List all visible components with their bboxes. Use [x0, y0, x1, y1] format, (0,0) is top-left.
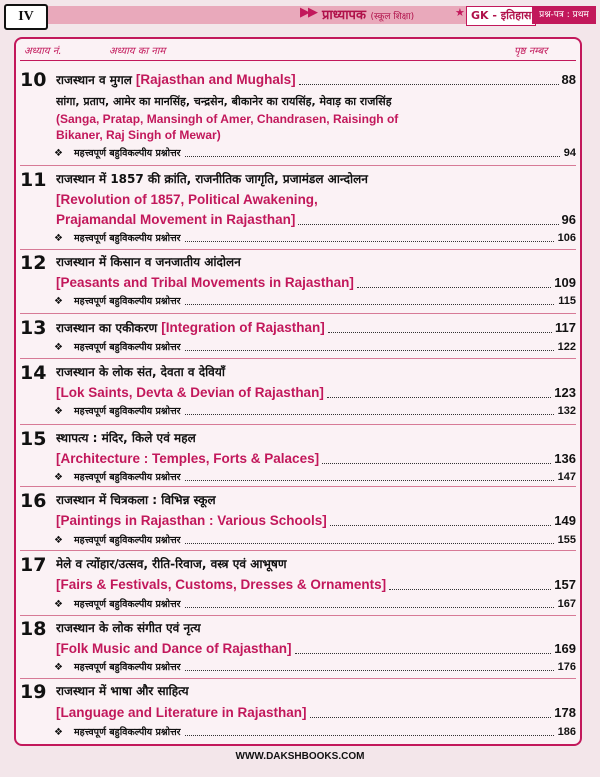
leader-dots [310, 717, 552, 718]
mcq-line[interactable] [54, 726, 576, 740]
diamond-icon: ❖ [54, 472, 63, 483]
mcq-page: 122 [557, 341, 576, 353]
chapter-title-line[interactable] [56, 449, 576, 469]
mcq-line[interactable] [54, 147, 576, 161]
page-header [0, 0, 600, 30]
chapter-title-line[interactable] [56, 70, 576, 90]
leader-dots [389, 589, 551, 590]
leader-dots [185, 414, 554, 415]
chapter-divider [20, 550, 576, 551]
mcq-label: महत्त्वपूर्ण बहुविकल्पीय प्रश्नोत्तर [74, 296, 181, 307]
chapter-subtopics-english-1: (Sanga, Pratap, Mansingh of Amer, Chandrasen, Raisingh of [56, 112, 399, 126]
leader-dots [185, 350, 554, 351]
chapter-title-english-1: [Revolution of 1857, Political Awakening, [56, 192, 318, 207]
leader-dots [357, 287, 551, 288]
column-headers [14, 41, 582, 59]
chapter-page: 96 [561, 212, 576, 227]
mcq-label: महत्त्वपूर्ण बहुविकल्पीय प्रश्नोत्तर [74, 233, 181, 244]
chapter-title-line[interactable] [56, 273, 576, 293]
star-icon: ★ [455, 6, 465, 19]
leader-dots [330, 525, 551, 526]
chapter-number: 18 [20, 618, 47, 640]
leader-dots [185, 480, 554, 481]
diamond-icon: ❖ [54, 599, 63, 610]
diamond-icon: ❖ [54, 233, 63, 244]
mcq-page: 176 [557, 661, 576, 673]
leader-dots [185, 241, 554, 242]
chapter-page: 169 [554, 641, 576, 656]
chapter-title-line[interactable] [56, 383, 576, 403]
chapter-title-hindi: राजस्थान में किसान व जनजातीय आंदोलन [56, 255, 241, 269]
mcq-line[interactable] [54, 295, 576, 309]
diamond-icon: ❖ [54, 662, 63, 673]
col-chapter-no: अध्याय नं. [24, 46, 62, 57]
mcq-line[interactable] [54, 341, 576, 355]
book-subtitle: (स्कूल शिक्षा) [370, 12, 415, 22]
chapter-title-line[interactable] [56, 575, 576, 595]
chapter-title-hindi: राजस्थान में 1857 की क्रांति, राजनीतिक जागृति, प्रजामंडल आन्दोलन [56, 172, 368, 186]
chapter-divider [20, 249, 576, 250]
mcq-label: महत्त्वपूर्ण बहुविकल्पीय प्रश्नोत्तर [74, 662, 181, 673]
leader-dots [299, 84, 559, 85]
chapter-title-hindi: राजस्थान के लोक संगीत एवं नृत्य [56, 621, 201, 635]
diamond-icon: ❖ [54, 406, 63, 417]
chapter-title-hindi: राजस्थान में भाषा और साहित्य [56, 684, 189, 698]
mcq-page: 94 [563, 147, 576, 159]
mcq-label: महत्त्वपूर्ण बहुविकल्पीय प्रश्नोत्तर [74, 406, 181, 417]
chapter-subtopics-hindi: सांगा, प्रताप, आमेर का मानसिंह, चन्द्रसेन, बीकानेर का रायसिंह, मेवाड़ का राजसिंह [56, 95, 392, 108]
mcq-line[interactable] [54, 471, 576, 485]
diamond-icon: ❖ [54, 342, 63, 353]
chapter-title-english: [Lok Saints, Devta & Devian of Rajasthan] [56, 385, 324, 400]
chapter-title-english: [Folk Music and Dance of Rajasthan] [56, 641, 292, 656]
mcq-line[interactable] [54, 661, 576, 675]
chapter-page: 123 [554, 385, 576, 400]
chapter-title-english: [Language and Literature in Rajasthan] [56, 705, 307, 720]
chapter-title-hindi: राजस्थान के लोक संत, देवता व देवियाँ [56, 365, 225, 379]
chapter-page: 149 [554, 513, 576, 528]
chapter-number: 12 [20, 252, 47, 274]
mcq-label: महत्त्वपूर्ण बहुविकल्पीय प्रश्नोत्तर [74, 535, 181, 546]
arrow-icon: ▶▶ [300, 5, 316, 20]
mcq-page: 186 [557, 726, 576, 738]
leader-dots [185, 607, 554, 608]
diamond-icon: ❖ [54, 727, 63, 738]
chapter-number: 16 [20, 490, 47, 512]
chapter-title-line[interactable] [56, 318, 576, 338]
chapter-number: 10 [20, 69, 47, 91]
chapter-divider [20, 424, 576, 425]
chapter-page: 117 [555, 320, 576, 335]
leader-dots [185, 543, 554, 544]
chapter-title-english: [Rajasthan and Mughals] [135, 72, 296, 87]
chapter-number: 19 [20, 681, 47, 703]
leader-dots [298, 224, 558, 225]
page-number: IV [4, 4, 48, 30]
leader-dots [322, 463, 551, 464]
diamond-icon: ❖ [54, 296, 63, 307]
mcq-page: 115 [558, 295, 576, 307]
chapter-title-english: [Architecture : Temples, Forts & Palaces] [56, 451, 320, 466]
chapter-number: 17 [20, 554, 47, 576]
leader-dots [185, 670, 554, 671]
chapter-title-english: [Fairs & Festivals, Customs, Dresses & Ornaments] [56, 577, 387, 592]
header-rule [20, 60, 576, 61]
chapter-title-hindi: राजस्थान का एकीकरण [56, 321, 158, 335]
chapter-title-line[interactable] [56, 511, 576, 531]
mcq-label: महत्त्वपूर्ण बहुविकल्पीय प्रश्नोत्तर [74, 148, 181, 159]
diamond-icon: ❖ [54, 148, 63, 159]
chapter-title-hindi: स्थापत्य : मंदिर, किले एवं महल [56, 431, 196, 445]
chapter-divider [20, 486, 576, 487]
mcq-line[interactable] [54, 598, 576, 612]
chapter-number: 11 [20, 169, 47, 191]
chapter-divider [20, 678, 576, 679]
book-title: प्राध्यापक (स्कूल शिक्षा) [322, 8, 415, 23]
mcq-page: 167 [557, 598, 576, 610]
chapter-divider [20, 615, 576, 616]
leader-dots [185, 156, 560, 157]
leader-dots [328, 332, 552, 333]
chapter-page: 157 [554, 577, 576, 592]
chapter-title-english-2: Prajamandal Movement in Rajasthan] [56, 212, 296, 227]
chapter-subtopics-english-2: Bikaner, Raj Singh of Mewar) [56, 128, 221, 142]
paper-badge: प्रश्न-पत्र : प्रथम [532, 6, 596, 24]
chapter-page: 109 [554, 275, 576, 290]
chapter-title-english: [Peasants and Tribal Movements in Rajasthan] [56, 275, 354, 290]
chapter-title-english: [Integration of Rajasthan] [161, 320, 325, 335]
chapter-divider [20, 313, 576, 314]
leader-dots [185, 735, 554, 736]
leader-dots [295, 653, 552, 654]
chapter-title-english: [Paintings in Rajasthan : Various Schools] [56, 513, 327, 528]
mcq-line[interactable] [54, 534, 576, 548]
leader-dots [327, 397, 551, 398]
chapter-page: 88 [561, 72, 576, 87]
mcq-line[interactable] [54, 232, 576, 246]
footer-website[interactable]: WWW.DAKSHBOOKS.COM [235, 751, 365, 762]
chapter-title-hindi: राजस्थान व मुगल [56, 73, 132, 87]
mcq-line[interactable] [54, 405, 576, 419]
subject-badge: GK - इतिहास [466, 6, 536, 26]
diamond-icon: ❖ [54, 535, 63, 546]
chapter-divider [20, 358, 576, 359]
chapter-title-hindi: मेले व त्योंहार/उत्सव, रीति-रिवाज, वस्त्र एवं आभूषण [56, 557, 287, 571]
chapter-title-line[interactable] [56, 639, 576, 659]
chapter-title-hindi: राजस्थान में चित्रकला : विभिन्न स्कूल [56, 493, 216, 507]
mcq-label: महत्त्वपूर्ण बहुविकल्पीय प्रश्नोत्तर [74, 727, 181, 738]
mcq-label: महत्त्वपूर्ण बहुविकल्पीय प्रश्नोत्तर [74, 472, 181, 483]
col-chapter-name: अध्याय का नाम [109, 46, 166, 57]
mcq-label: महत्त्वपूर्ण बहुविकल्पीय प्रश्नोत्तर [74, 342, 181, 353]
chapter-title-line[interactable] [56, 210, 576, 230]
chapter-number: 15 [20, 428, 47, 450]
mcq-page: 155 [557, 534, 576, 546]
chapter-page: 178 [554, 705, 576, 720]
col-page-no: पृष्ठ नम्बर [514, 46, 548, 57]
mcq-page: 132 [557, 405, 576, 417]
leader-dots [185, 304, 555, 305]
mcq-page: 147 [557, 471, 576, 483]
mcq-label: महत्त्वपूर्ण बहुविकल्पीय प्रश्नोत्तर [74, 599, 181, 610]
chapter-title-line[interactable] [56, 703, 576, 723]
chapter-number: 14 [20, 362, 47, 384]
chapter-divider [20, 165, 576, 166]
chapter-number: 13 [20, 317, 47, 339]
chapter-page: 136 [554, 451, 576, 466]
mcq-page: 106 [557, 232, 576, 244]
